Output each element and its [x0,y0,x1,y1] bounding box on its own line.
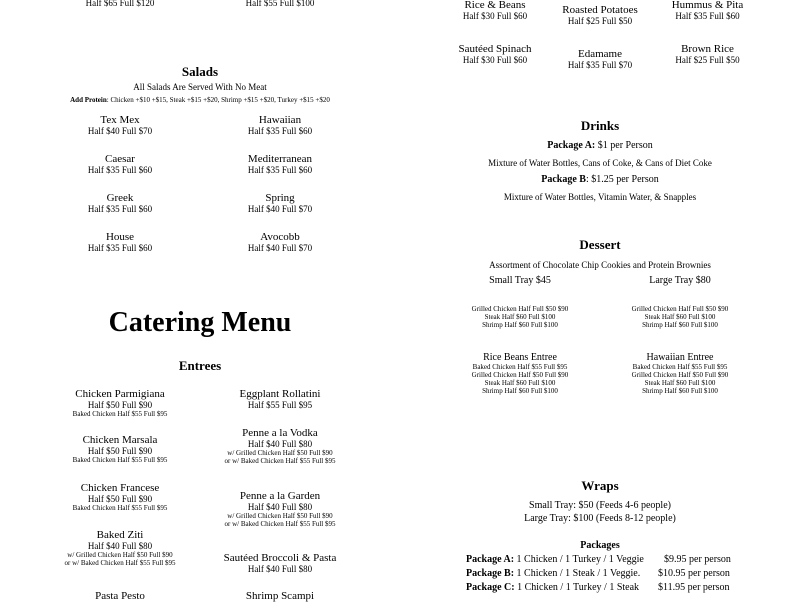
side-item [650,43,765,65]
entree-item [40,529,200,567]
entree-extra: Baked Chicken Half $55 Full $95 [72,504,168,512]
entree-name: Shrimp Scampi [245,590,315,602]
combo-line: Shrimp Half $60 Full $100 [642,387,718,395]
side-item [545,48,655,70]
combo-block [615,352,745,395]
combo-line: Grilled Chicken Half $50 Full $90 [631,371,729,379]
entree-name: Pasta Pesto [95,590,145,602]
side-price: Half $30 Full $60 [462,55,528,65]
entree-price: Half $40 Full $80 [247,439,313,449]
salad-price: Half $40 Full $70 [247,243,313,253]
side-name: Sautéed Spinach [458,43,532,55]
combo-line: Shrimp Half $60 Full $100 [482,321,558,329]
package-desc: 1 Chicken / 1 Turkey / 1 Veggie [516,554,644,565]
package-price: $10.95 per person [658,568,730,579]
package-price: $9.95 per person [664,554,731,565]
combo-block [455,352,585,395]
combo-line: Grilled Chicken Half Full $50 $90 [631,305,729,313]
salad-name: Greek [106,192,134,204]
package-label: Package A: [466,554,515,565]
package-row [466,568,640,579]
salad-item [220,153,340,175]
entree-price: Half $55 Full $95 [247,400,313,410]
entree-price: Half $40 Full $80 [247,502,313,512]
add-protein-text: : Chicken +$10 +$15, Steak +$15 +$20, Shrimp +$15 +$20, Turkey +$15 +$20 [106,96,330,104]
entree-item [195,590,365,602]
combo-line: Baked Chicken Half $55 Full $95 [632,363,728,371]
salad-name: House [105,231,135,243]
salad-price: Half $35 Full $60 [247,165,313,175]
side-name: Roasted Potatoes [562,4,638,16]
salad-item [60,114,180,136]
entree-item [40,388,200,418]
entree-item [40,434,200,464]
package-row [466,554,644,565]
combo-line: Shrimp Half $60 Full $100 [482,387,558,395]
combo-block [615,305,745,329]
combo-title: Hawaiian Entree [646,352,714,363]
salad-item [60,231,180,253]
entree-item [40,590,200,602]
combo-line: Steak Half $60 Full $100 [644,313,716,321]
salad-name: Tex Mex [100,114,140,126]
side-price: Half $25 Full $50 [675,55,740,65]
salad-item [60,153,180,175]
drinks-package-a-label: Package A: [547,140,596,151]
salad-item [60,192,180,214]
drinks-title: Drinks [580,118,620,133]
entree-extra: w/ Grilled Chicken Half $50 Full $90 [227,449,333,457]
dessert-title: Dessert [579,237,621,252]
entree-item [195,552,365,574]
package-row [466,582,639,593]
entree-item [195,490,365,528]
combo-line: Grilled Chicken Half Full $50 $90 [471,305,569,313]
package-desc: 1 Chicken / 1 Steak / 1 Veggie. [516,568,641,579]
salad-price: Half $35 Full $60 [87,204,153,214]
wraps-title: Wraps [581,478,619,493]
package-label: Package C: [466,582,515,593]
entree-item [195,388,365,410]
drinks-package-b-price: : $1.25 per Person [585,174,659,185]
salads-subtitle: All Salads Are Served With No Meat [133,82,267,92]
entree-name: Penne a la Vodka [242,427,318,439]
combo-line: Steak Half $60 Full $100 [484,313,556,321]
dessert-large-tray: Large Tray $80 [649,275,711,286]
drinks-package-a [450,140,750,151]
add-protein-note [20,96,380,104]
side-price: Half $30 Full $60 [462,11,528,21]
combo-line: Shrimp Half $60 Full $100 [642,321,718,329]
packages-title: Packages [580,540,620,551]
side-item [440,0,550,21]
entree-item [195,427,365,465]
entree-extra: Baked Chicken Half $55 Full $95 [72,456,168,464]
combo-line: Grilled Chicken Half $50 Full $90 [471,371,569,379]
entree-extra: or w/ Baked Chicken Half $55 Full $95 [64,559,176,567]
combo-line: Steak Half $60 Full $100 [484,379,556,387]
drinks-package-a-desc: Mixture of Water Bottles, Cans of Coke, & Cans of Diet Coke [488,158,712,168]
salad-price: Half $35 Full $60 [87,165,153,175]
add-protein-label: Add Protein [70,96,107,104]
side-price: Half $35 Full $60 [675,11,740,21]
entree-extra: or w/ Baked Chicken Half $55 Full $95 [224,457,336,465]
entree-price: Half $50 Full $90 [87,446,153,456]
wraps-large-tray: Large Tray: $100 (Feeds 8-12 people) [524,513,676,524]
prev-item-price-right: Half $55 Full $100 [245,0,315,8]
dessert-desc: Assortment of Chocolate Chip Cookies and Protein Brownies [489,260,711,270]
combo-block [455,305,585,329]
salad-item [220,192,340,214]
combo-title: Rice Beans Entree [483,352,557,363]
catering-menu-title: Catering Menu [108,307,292,338]
package-desc: 1 Chicken / 1 Turkey / 1 Steak [517,582,640,593]
salad-price: Half $35 Full $60 [247,126,313,136]
entree-name: Sautéed Broccoli & Pasta [223,552,337,564]
entree-extra: Baked Chicken Half $55 Full $95 [72,410,168,418]
side-item [650,0,765,21]
entrees-title: Entrees [178,358,222,373]
wraps-small-tray: Small Tray: $50 (Feeds 4-6 people) [529,500,671,511]
entree-item [40,482,200,512]
salad-price: Half $35 Full $60 [87,243,153,253]
entree-price: Half $40 Full $80 [87,541,153,551]
salad-item [220,114,340,136]
salad-name: Mediterranean [247,153,313,165]
salads-title: Salads [181,64,219,79]
entree-name: Eggplant Rollatini [239,388,321,400]
drinks-package-b-desc: Mixture of Water Bottles, Vitamin Water, & Snapples [503,192,697,202]
side-item [440,43,550,65]
prev-item-price-left: Half $65 Full $120 [85,0,155,8]
drinks-package-a-price: $1 per Person [595,140,653,151]
entree-extra: w/ Grilled Chicken Half $50 Full $90 [67,551,173,559]
salad-name: Avocobb [260,231,300,243]
entree-name: Baked Ziti [96,529,144,541]
combo-line: Baked Chicken Half $55 Full $95 [472,363,568,371]
package-price: $11.95 per person [658,582,730,593]
side-name: Edamame [578,48,622,60]
entree-name: Chicken Parmigiana [75,388,165,400]
side-name: Hummus & Pita [671,0,744,11]
entree-extra: or w/ Baked Chicken Half $55 Full $95 [224,520,336,528]
entree-price: Half $50 Full $90 [87,494,153,504]
salad-price: Half $40 Full $70 [247,204,313,214]
dessert-small-tray: Small Tray $45 [489,275,551,286]
entree-extra: w/ Grilled Chicken Half $50 Full $90 [227,512,333,520]
side-price: Half $35 Full $70 [567,60,633,70]
drinks-package-b-label: Package B [541,174,586,185]
drinks-package-b [450,174,750,185]
entree-price: Half $40 Full $80 [247,564,313,574]
salad-name: Hawaiian [258,114,302,126]
side-name: Brown Rice [681,43,734,55]
side-price: Half $25 Full $50 [567,16,633,26]
salad-item [220,231,340,253]
entree-price: Half $50 Full $90 [87,400,153,410]
salad-price: Half $40 Full $70 [87,126,153,136]
side-name: Rice & Beans [464,0,526,11]
entree-name: Penne a la Garden [239,490,321,502]
salad-name: Spring [265,192,295,204]
side-item [545,4,655,26]
entree-name: Chicken Francese [80,482,160,494]
package-label: Package B: [466,568,515,579]
salad-name: Caesar [105,153,135,165]
combo-line: Steak Half $60 Full $100 [644,379,716,387]
entree-name: Chicken Marsala [82,434,158,446]
